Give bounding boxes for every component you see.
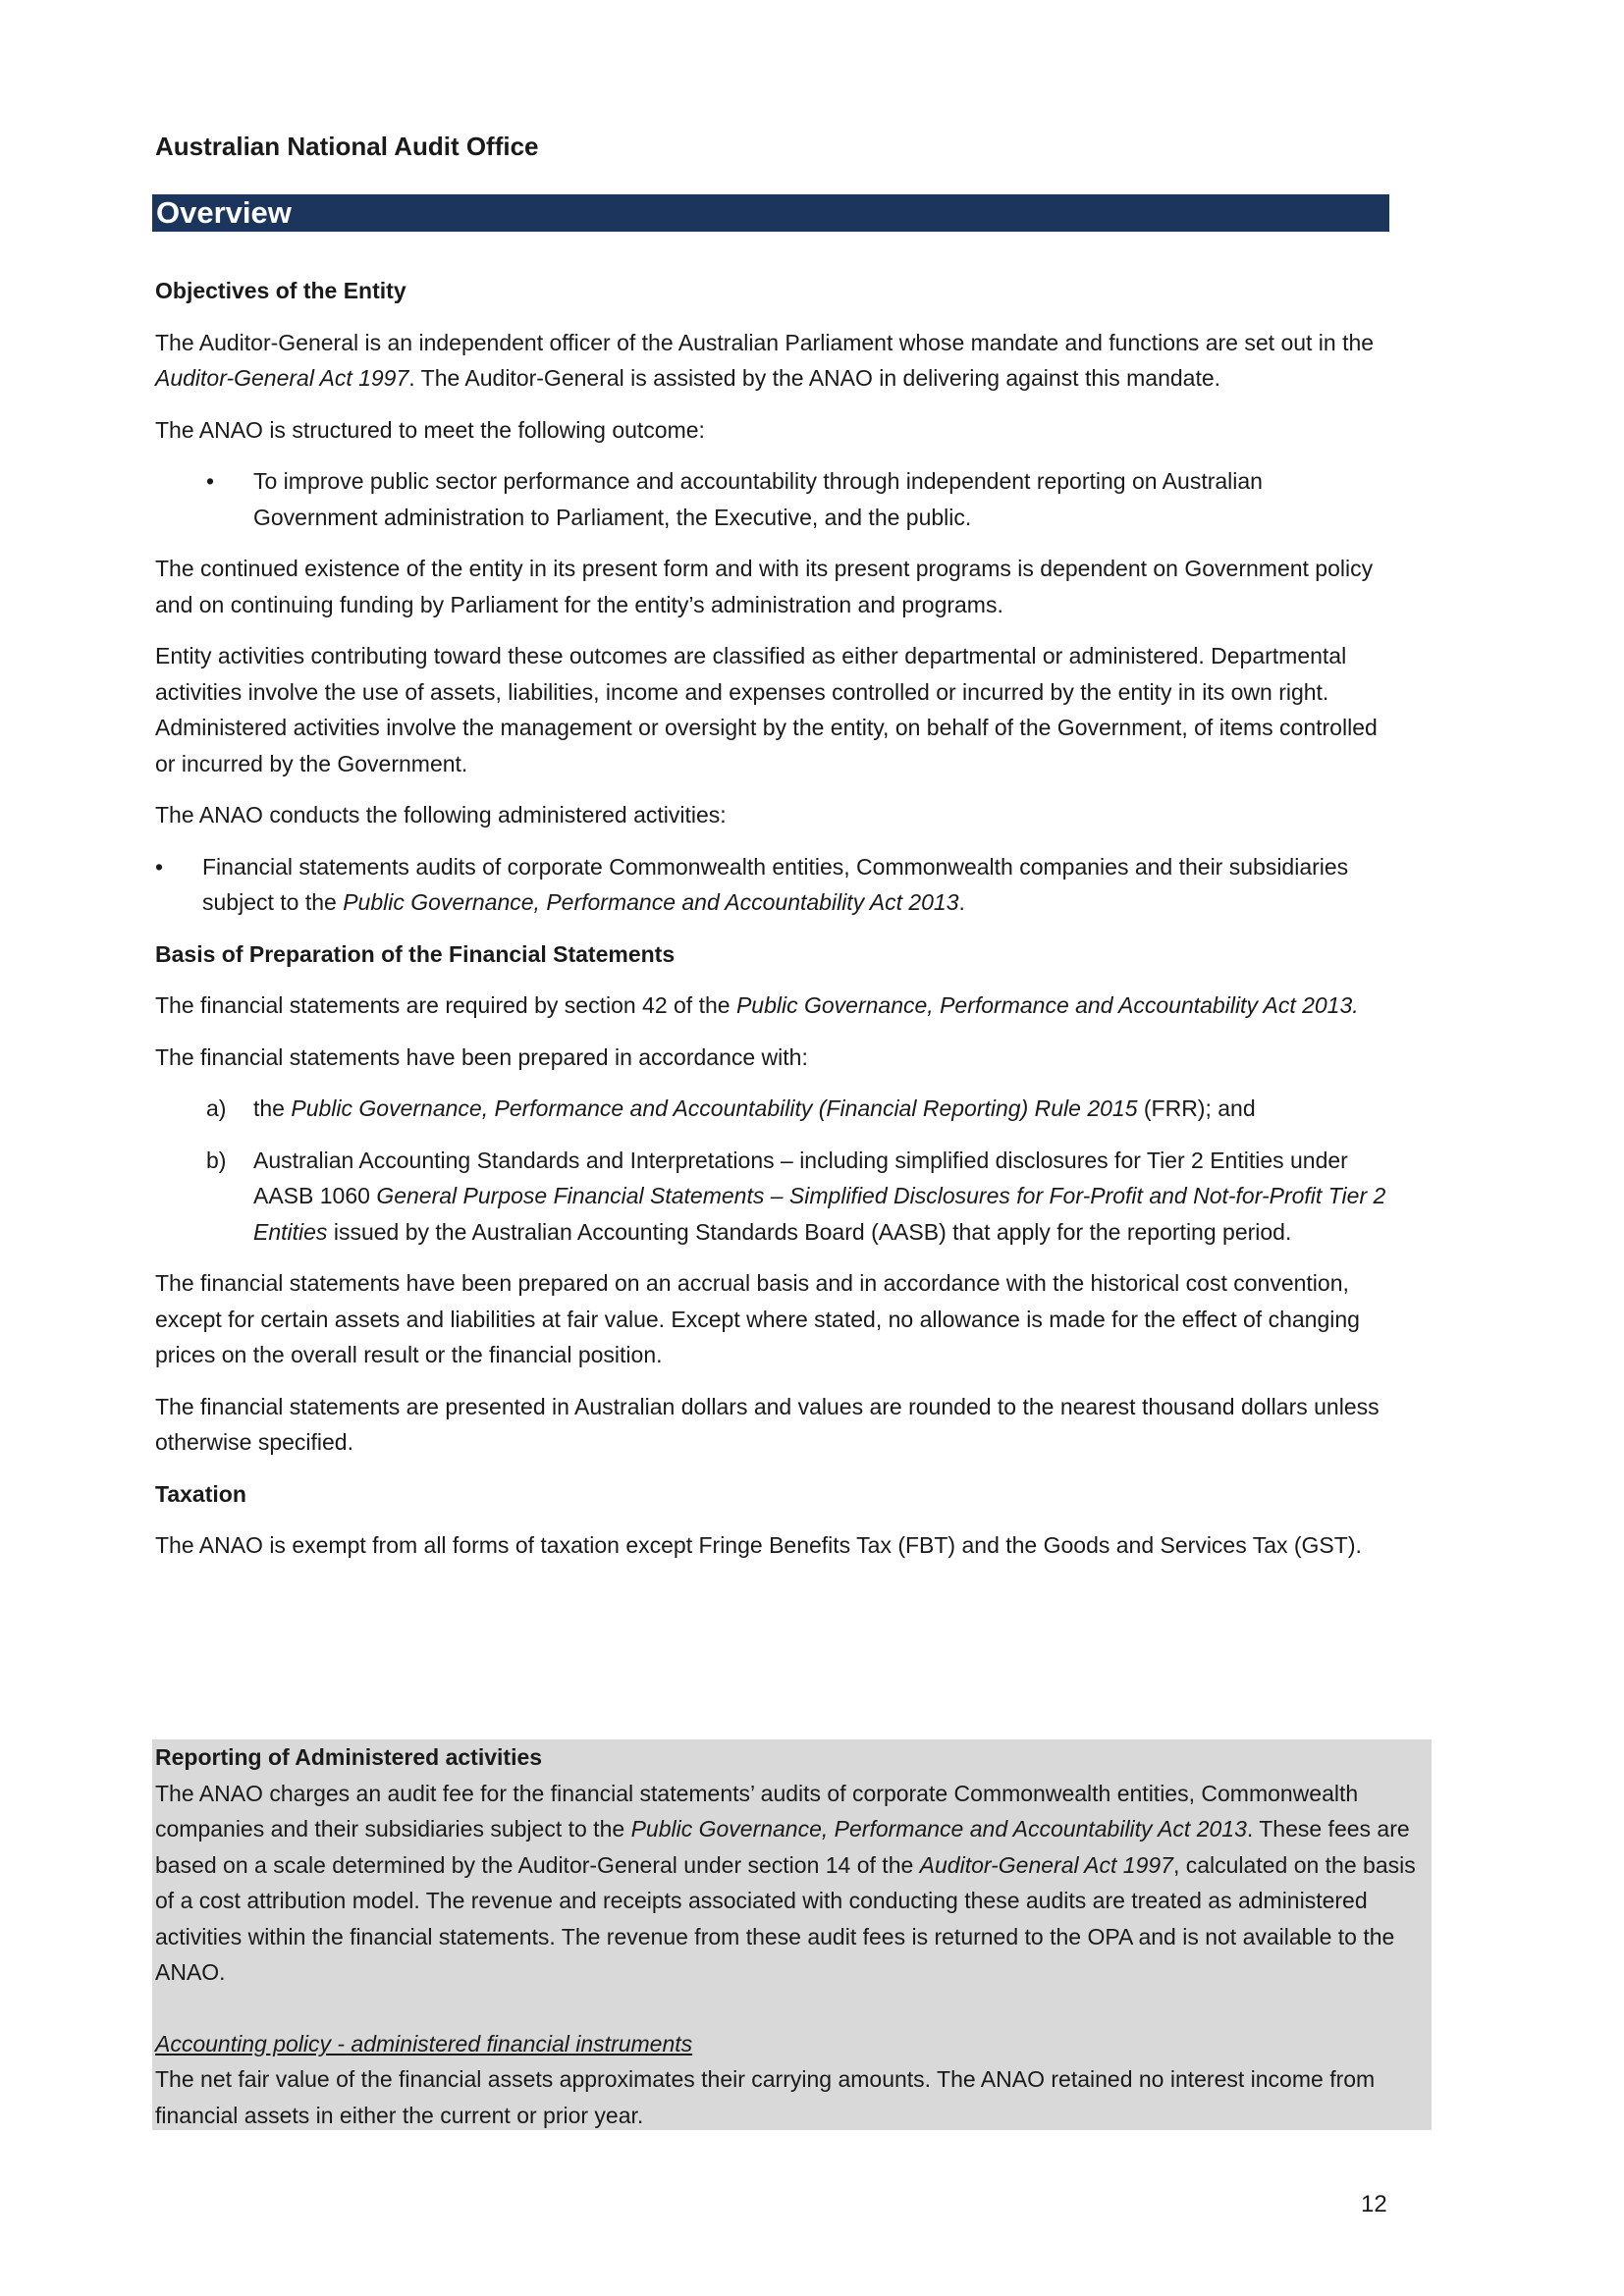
- section-title-bar: Overview: [152, 194, 1389, 232]
- taxation-paragraph: The ANAO is exempt from all forms of taxation except Fringe Benefits Tax (FBT) and the Goods and Services Tax (GST).: [155, 1532, 1362, 1558]
- list-marker-b: b): [206, 1147, 227, 1173]
- objectives-heading: Objectives of the Entity: [155, 278, 406, 303]
- basis-paragraph-3: The financial statements have been prepared on an accrual basis and in accordance with the historical cost convention, except for certain assets and liabilities at fair value. Except where stated, no allowance is made for the effect of changing prices on the overall result or the financial position.: [155, 1270, 1360, 1367]
- administered-heading: Reporting of Administered activities: [155, 1744, 543, 1770]
- administered-activities-box: [152, 1739, 1432, 2130]
- basis-paragraph-4: The financial statements are presented in Australian dollars and values are rounded to the nearest thousand dollars unless otherwise specified.: [155, 1393, 1380, 1455]
- basis-list-item-a: [155, 1091, 1392, 1127]
- list-text-a: the Public Governance, Performance and Accountability (Financial Reporting) Rule 2015 (FRR); and: [253, 1095, 1256, 1121]
- list-marker-a: a): [206, 1095, 227, 1121]
- accounting-policy-heading: Accounting policy - administered financial instruments: [155, 2030, 693, 2056]
- basis-list-item-b: [155, 1143, 1392, 1251]
- administered-bullet-item: [155, 849, 1392, 921]
- organisation-title: Australian National Audit Office: [155, 132, 539, 161]
- bullet-mark: •: [206, 468, 215, 494]
- spacer: [155, 1991, 1432, 2026]
- outcome-bullet-text: To improve public sector performance and accountability through independent reporting on Australian Government administration to Parliament, the Executive, and the public.: [253, 468, 1263, 530]
- page-number: 12: [1361, 2191, 1387, 2217]
- taxation-heading: Taxation: [155, 1480, 246, 1507]
- objectives-paragraph-3: The continued existence of the entity in its present form and with its present programs is dependent on Government policy and on continuing funding by Parliament for the entity’s administration and programs.: [155, 556, 1374, 617]
- basis-heading: Basis of Preparation of the Financial Statements: [155, 940, 676, 967]
- list-text-b: Australian Accounting Standards and Interpretations – including simplified disclosures for Tier 2 Entities under AASB 1060 General Purpose Financial Statements – Simplified Disclosures for For-Profit and Not-for-Profit Tier 2 Entities issued by the Australian Accounting Standards Board (AASB) that apply for the reporting period.: [253, 1147, 1386, 1245]
- administered-paragraph: The ANAO charges an audit fee for the financial statements’ audits of corporate Commonwealth entities, Commonwealth companies and their subsidiaries subject to the Public Governance, Performance and Accountability Act 2013. These fees are based on a scale determined by the Auditor-General under section 14 of the Auditor-General Act 1997, calculated on the basis of a cost attribution model. The revenue and receipts associated with conducting these audits are treated as administered activities within the financial statements. The revenue from these audit fees is returned to the OPA and is not available to the ANAO.: [155, 1780, 1416, 1985]
- objectives-paragraph-5: The ANAO conducts the following administered activities:: [155, 802, 727, 828]
- objectives-paragraph-4: Entity activities contributing toward these outcomes are classified as either departmental or administered. Departmental activities involve the use of assets, liabilities, income and expenses controlled or incurred by the entity in its own right. Administered activities involve the management or oversight by the entity, on behalf of the Government, of items controlled or incurred by the Government.: [155, 643, 1378, 776]
- objectives-paragraph-2: The ANAO is structured to meet the following outcome:: [155, 416, 705, 443]
- basis-paragraph-1: The financial statements are required by section 42 of the Public Governance, Performance and Accountability Act 2013.: [155, 992, 1359, 1018]
- main-content: [155, 273, 1392, 1579]
- administered-bullet-text: Financial statements audits of corporate Commonwealth entities, Commonwealth companies and their subsidiaries subject to the Public Governance, Performance and Accountability Act 2013.: [202, 853, 1349, 915]
- basis-paragraph-2: The financial statements have been prepared in accordance with:: [155, 1043, 808, 1070]
- bullet-mark: •: [155, 853, 164, 880]
- accounting-policy-paragraph: The net fair value of the financial assets approximates their carrying amounts. The ANAO retained no interest income from financial assets in either the current or prior year.: [155, 2066, 1376, 2128]
- outcome-bullet-item: [155, 463, 1392, 535]
- objectives-paragraph-1: The Auditor-General is an independent officer of the Australian Parliament whose mandate and functions are set out in the Auditor-General Act 1997. The Auditor-General is assisted by the ANAO in delivering against this mandate.: [155, 329, 1375, 391]
